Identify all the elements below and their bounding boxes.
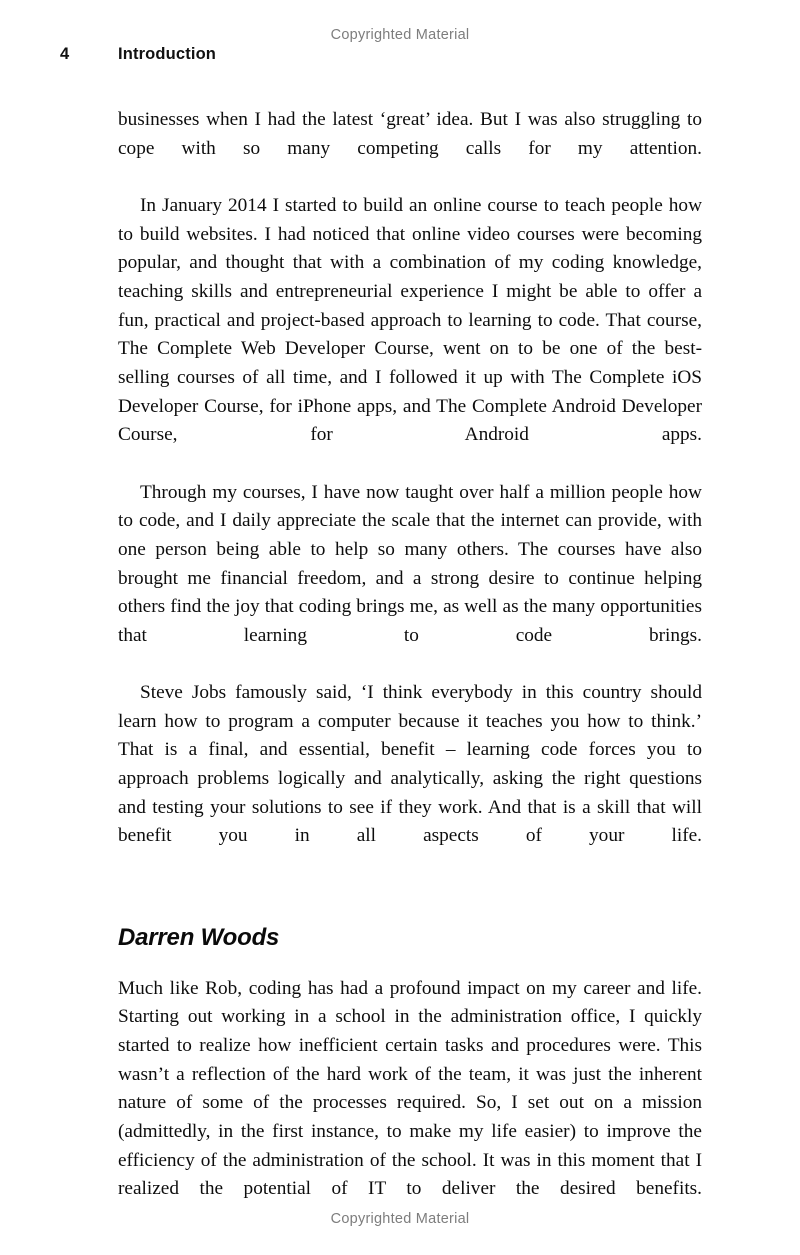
text-column	[118, 106, 702, 1233]
heading-spacer-below	[118, 952, 702, 975]
paragraph-much-like-rob: Much like Rob, coding has had a profound impact on my career and life. Starting out working in a school in the administration office, I quickly started to realize how inefficient certain tasks and procedures were. This wasn’t a reflection of the hard work of the team, it was just the inherent nature of some of the processes required. So, I set out on a mission (admittedly, in the first instance, to make my life easier) to improve the efficiency of the administration of the school. It was in this moment that I realized the potential of IT to deliver the desired benefits.	[118, 977, 702, 1200]
paragraph-through-my-courses: Through my courses, I have now taught over half a million people how to code, and I daily appreciate the scale that the internet can provide, with one person being able to help so many others. The courses have also brought me financial freedom, and a strong desire to continue helping others find the joy that coding brings me, as well as the many opportunities that learning to code brings.	[118, 481, 702, 646]
paragraph-steve-jobs: Steve Jobs famously said, ‘I think everybody in this country should learn how to program a computer because it teaches you how to think.’ That is a final, and essential, benefit – learning code forces you to approach problems logically and analytically, asking the right questions and testing your solutions to see if they work. And that is a skill that will benefit you in all aspects of your life.	[118, 682, 702, 847]
section-heading-darren-woods: Darren Woods	[118, 923, 280, 951]
running-head	[60, 45, 720, 71]
paragraph-january-2014: In January 2014 I started to build an online course to teach people how to build websites. I had noticed that online video courses were becoming popular, and thought that with a combination of my coding knowledge, teaching skills and entrepreneurial experience I might be able to offer a fun, practical and project-based approach to learning to code. That course, The Complete Web Developer Course, went on to be one of the best-selling courses of all time, and I followed it up with The Complete iOS Developer Course, for iPhone apps, and The Complete Android Developer Course, for Android apps.	[118, 194, 702, 446]
page-number: 4	[60, 45, 70, 63]
heading-spacer-above	[118, 880, 702, 924]
copyright-watermark-top: Copyrighted Material	[330, 27, 470, 43]
copyright-watermark-bottom: Copyrighted Material	[330, 1211, 470, 1227]
running-head-title: Introduction	[118, 45, 217, 63]
paragraph-businesses: businesses when I had the latest ‘great’ idea. But I was also struggling to cope with so many competing calls for my attention.	[118, 109, 702, 159]
